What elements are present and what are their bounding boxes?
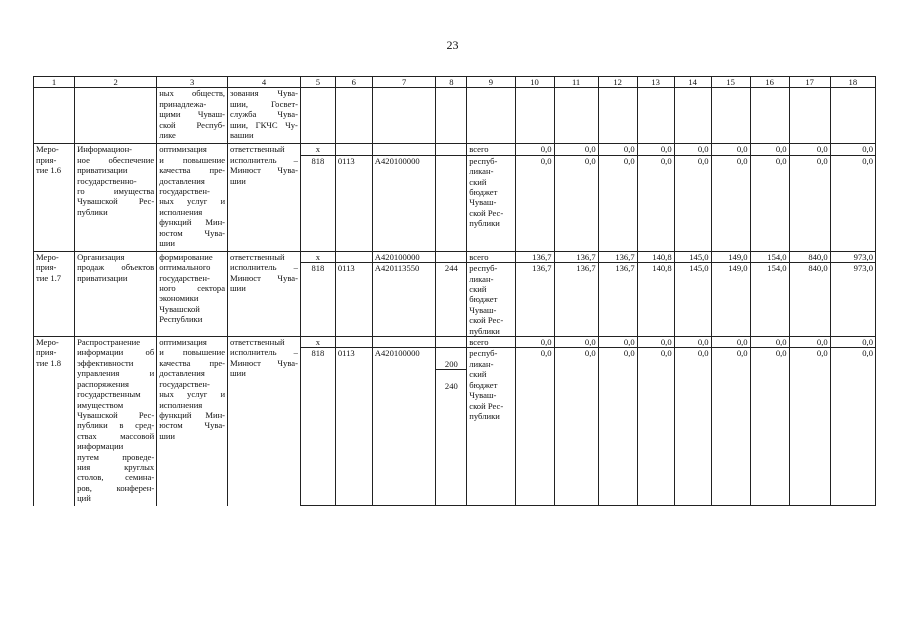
column-number-6: 6: [335, 77, 372, 88]
value-cell: 136,7: [598, 251, 637, 262]
value-cell: 0,0: [598, 144, 637, 155]
csr-code: А420100000: [372, 348, 436, 506]
csr-code: [372, 144, 436, 155]
value-cell: 0,0: [711, 348, 750, 506]
column-number-2: 2: [75, 77, 157, 88]
value-cell: 840,0: [789, 251, 830, 262]
gr-code: х: [300, 144, 335, 155]
value-cell: 0,0: [750, 155, 789, 251]
gr-code: х: [300, 251, 335, 262]
value-cell: 136,7: [554, 263, 598, 337]
rz-pr-code: [335, 251, 372, 262]
csr-code: А420113550: [372, 263, 436, 337]
activity-name: Информацион- ное обеспечение приватизации государственно- го имущества Чувашской Рес- публики: [75, 144, 157, 251]
row-1-7-total: [34, 251, 876, 262]
funding-source: всего: [467, 337, 515, 348]
column-number-header: [34, 77, 876, 88]
value-cell: 0,0: [750, 337, 789, 348]
value-cell: 0,0: [637, 337, 674, 348]
value-cell: 0,0: [554, 144, 598, 155]
value-cell: 0,0: [750, 144, 789, 155]
value-cell: 136,7: [554, 251, 598, 262]
value-cell: 140,8: [637, 251, 674, 262]
value-cell: 145,0: [674, 263, 711, 337]
value-cell: 136,7: [515, 251, 554, 262]
csr-code: А420100000: [372, 251, 436, 262]
activity-id: Меро- прия- тие 1.8: [34, 337, 75, 506]
activity-goal: оптимизация и повышение качества пре- доставления государствен- ных услуг и исполнения функций Мин- юстом Чува- шии: [157, 337, 228, 506]
funding-source: респуб- ликан- ский бюджет Чуваш- ской Рес- публики: [467, 155, 515, 251]
continuation-col4: зования Чува- шии, Госвет- служба Чува- шии, ГКЧС Чу- вашии: [228, 88, 301, 144]
value-cell: 154,0: [750, 263, 789, 337]
activity-name: Организация продаж объектов приватизации: [75, 251, 157, 336]
vr-code: 244: [436, 263, 467, 337]
funding-source: всего: [467, 144, 515, 155]
vr-code: 200: [436, 359, 466, 370]
column-number-11: 11: [554, 77, 598, 88]
value-cell: 0,0: [789, 337, 830, 348]
value-cell: 973,0: [830, 263, 875, 337]
vr-code: [436, 251, 467, 262]
rz-pr-code: 0113: [335, 263, 372, 337]
column-number-10: 10: [515, 77, 554, 88]
value-cell: 145,0: [674, 251, 711, 262]
vr-code: [436, 155, 467, 251]
value-cell: 0,0: [554, 348, 598, 506]
column-number-8: 8: [436, 77, 467, 88]
value-cell: 0,0: [711, 144, 750, 155]
value-cell: 0,0: [554, 337, 598, 348]
funding-source: всего: [467, 251, 515, 262]
value-cell: 0,0: [598, 337, 637, 348]
activity-executor: ответственный исполнитель – Минюст Чува- шии: [228, 337, 301, 506]
value-cell: 149,0: [711, 263, 750, 337]
activity-name: Распространение информации об эффективности управления и распоряжения государственным имуществом Чувашской Рес- публики в сред- ствах массовой информации путем проведе- ния круглых столов, семина- ров, конферен- ций: [75, 337, 157, 506]
value-cell: 0,0: [637, 348, 674, 506]
value-cell: 136,7: [598, 263, 637, 337]
page-number: 23: [446, 38, 459, 52]
value-cell: 840,0: [789, 263, 830, 337]
value-cell: 0,0: [554, 155, 598, 251]
column-number-18: 18: [830, 77, 875, 88]
column-number-3: 3: [157, 77, 228, 88]
funding-source: респуб- ликан- ский бюджет Чуваш- ской Рес- публики: [467, 263, 515, 337]
value-cell: 0,0: [674, 348, 711, 506]
vr-code: 240: [444, 380, 458, 391]
vr-code: [436, 144, 467, 155]
rz-pr-code: [335, 337, 372, 348]
value-cell: 140,8: [637, 263, 674, 337]
row-1-6-total: [34, 144, 876, 155]
value-cell: 0,0: [789, 144, 830, 155]
value-cell: 136,7: [515, 263, 554, 337]
value-cell: 0,0: [830, 337, 875, 348]
continuation-col3: ных обществ, принадлежа- щими Чуваш- ской Респуб- лике: [157, 88, 228, 144]
activity-id: Меро- прия- тие 1.6: [34, 144, 75, 251]
value-cell: 149,0: [711, 251, 750, 262]
rz-pr-code: 0113: [335, 348, 372, 506]
column-number-1: 1: [34, 77, 75, 88]
value-cell: 154,0: [750, 251, 789, 262]
column-number-12: 12: [598, 77, 637, 88]
value-cell: 0,0: [789, 348, 830, 506]
value-cell: 0,0: [637, 144, 674, 155]
column-number-13: 13: [637, 77, 674, 88]
value-cell: 0,0: [515, 155, 554, 251]
activity-goal: оптимизация и повышение качества пре- доставления государствен- ных услуг и исполнения функций Мин- юстом Чува- шии: [157, 144, 228, 251]
column-number-9: 9: [467, 77, 515, 88]
value-cell: 0,0: [515, 144, 554, 155]
rz-pr-code: [335, 144, 372, 155]
gr-code: 818: [300, 155, 335, 251]
value-cell: 0,0: [515, 337, 554, 348]
activity-executor: ответственный исполнитель – Минюст Чува- шии: [228, 144, 301, 251]
column-number-7: 7: [372, 77, 436, 88]
column-number-17: 17: [789, 77, 830, 88]
row-1-8-total: [34, 337, 876, 348]
funding-source: респуб- ликан- ский бюджет Чуваш- ской Рес- публики: [467, 348, 515, 506]
column-number-15: 15: [711, 77, 750, 88]
gr-code: х: [300, 337, 335, 348]
budget-table: [33, 76, 876, 506]
activity-goal: формирование оптимального государствен- ного сектора экономики Чувашской Республики: [157, 251, 228, 336]
value-cell: 973,0: [830, 251, 875, 262]
rz-pr-code: 0113: [335, 155, 372, 251]
activity-id: Меро- прия- тие 1.7: [34, 251, 75, 336]
column-number-16: 16: [750, 77, 789, 88]
value-cell: 0,0: [830, 348, 875, 506]
activity-executor: ответственный исполнитель – Минюст Чува- шии: [228, 251, 301, 336]
value-cell: 0,0: [711, 155, 750, 251]
vr-code-split: [436, 348, 467, 506]
value-cell: 0,0: [674, 155, 711, 251]
value-cell: 0,0: [830, 144, 875, 155]
value-cell: 0,0: [515, 348, 554, 506]
value-cell: 0,0: [674, 144, 711, 155]
gr-code: 818: [300, 348, 335, 506]
continuation-row: [34, 88, 876, 144]
column-number-4: 4: [228, 77, 301, 88]
gr-code: 818: [300, 263, 335, 337]
column-number-5: 5: [300, 77, 335, 88]
vr-code: [436, 337, 467, 348]
value-cell: 0,0: [711, 337, 750, 348]
csr-code: [372, 337, 436, 348]
value-cell: 0,0: [637, 155, 674, 251]
csr-code: А420100000: [372, 155, 436, 251]
value-cell: 0,0: [789, 155, 830, 251]
column-number-14: 14: [674, 77, 711, 88]
value-cell: 0,0: [598, 348, 637, 506]
value-cell: 0,0: [598, 155, 637, 251]
value-cell: 0,0: [750, 348, 789, 506]
value-cell: 0,0: [674, 337, 711, 348]
value-cell: 0,0: [830, 155, 875, 251]
